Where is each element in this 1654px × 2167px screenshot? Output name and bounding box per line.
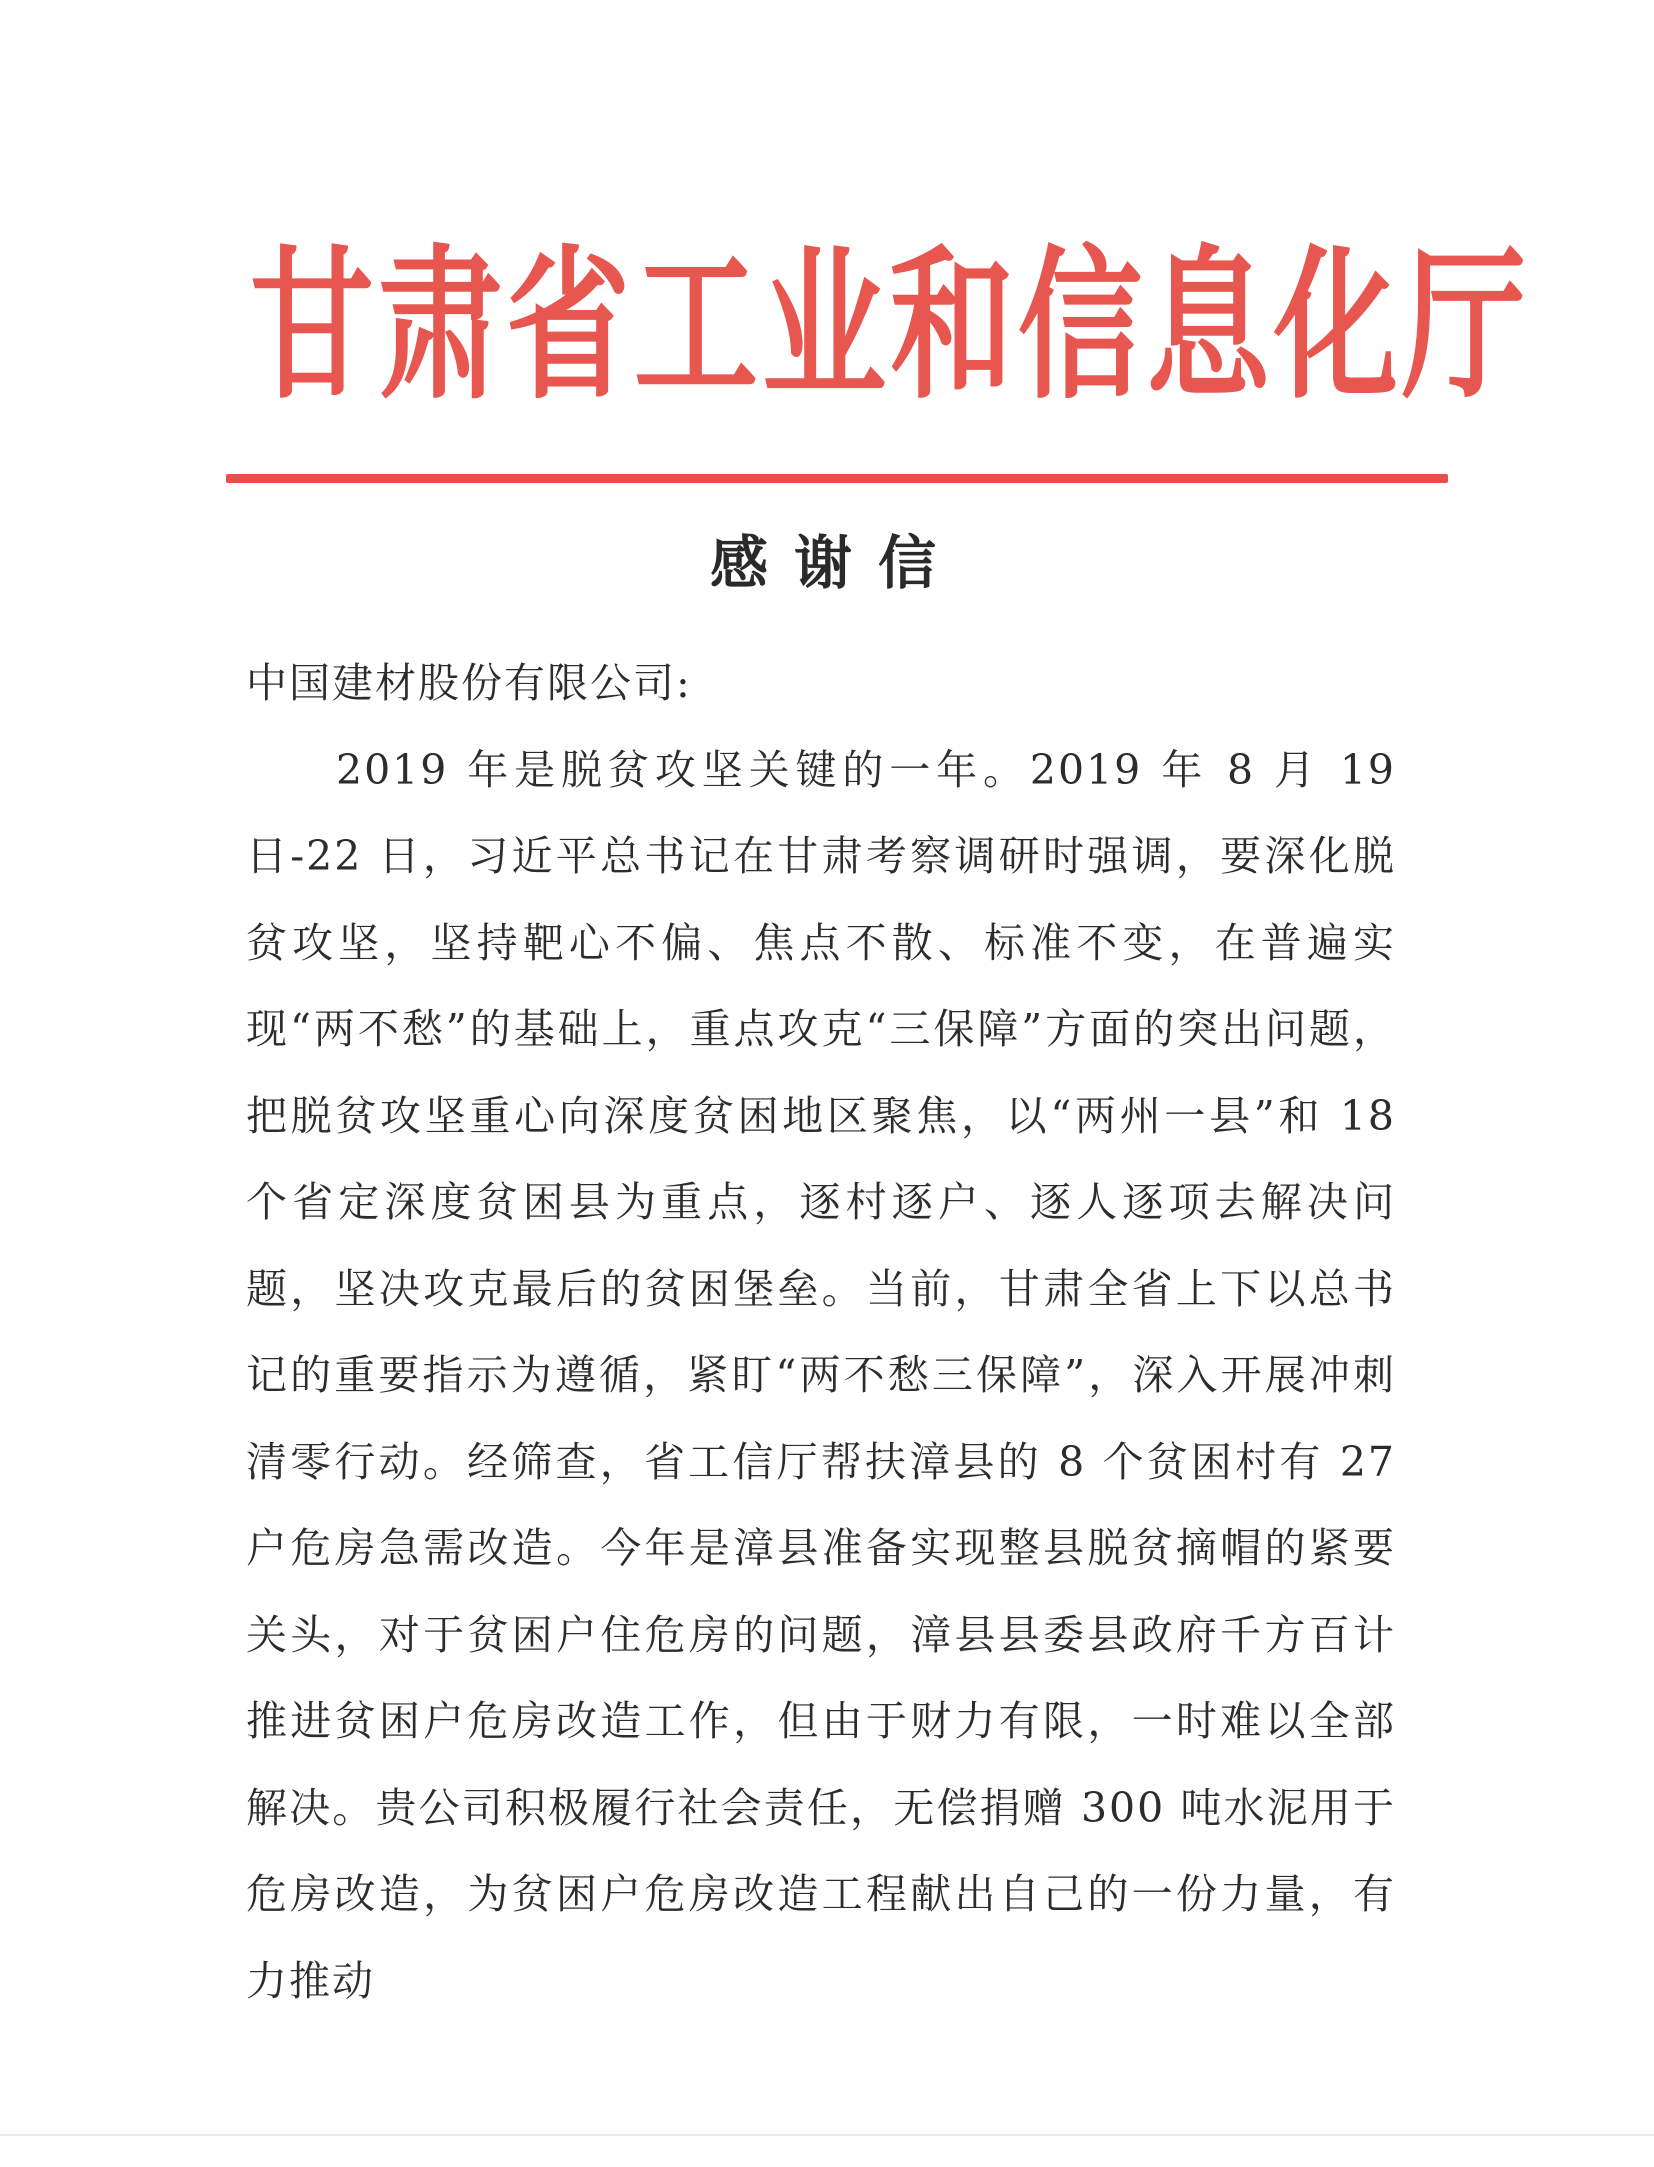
letter-paragraph: 2019 年是脱贫攻坚关键的一年。2019 年 8 月 19 日-22 日，习近平总书记在甘肃考察调研时强调，要深化脱贫攻坚，坚持靶心不偏、焦点不散、标准不变，在普遍实现“两不愁”的基础上，重点攻克“三保障”方面的突出问题，把脱贫攻坚重心向深度贫困地区聚焦，以“两州一县”和 18 个省定深度贫困县为重点，逐村逐户、逐人逐项去解决问题，坚决攻克最后的贫困堡垒。当前，甘肃全省上下以总书记的重要指示为遵循，紧盯“两不愁三保障”，深入开展冲刺清零行动。经筛查，省工信厅帮扶漳县的 8 个贫困村有 27 户危房急需改造。今年是漳县准备实现整县脱贫摘帽的紧要关头，对于贫困户住危房的问题，漳县县委县政府千方百计推进贫困户危房改造工作，但由于财力有限，一时难以全部解决。贵公司积极履行社会责任，无偿捐赠 300 吨水泥用于危房改造，为贫困户危房改造工程献出自己的一份力量，有力推动 xyxy=(246,745,1396,2005)
letterhead-organization-name: 甘肃省工业和信息化厅 xyxy=(250,230,1531,423)
scan-edge-line xyxy=(0,2134,1654,2136)
letter-body xyxy=(246,640,1396,2024)
letter-title: 感谢信 xyxy=(709,529,962,597)
letter-salutation: 中国建材股份有限公司: xyxy=(246,659,692,707)
letterhead-red-rule xyxy=(226,474,1448,483)
